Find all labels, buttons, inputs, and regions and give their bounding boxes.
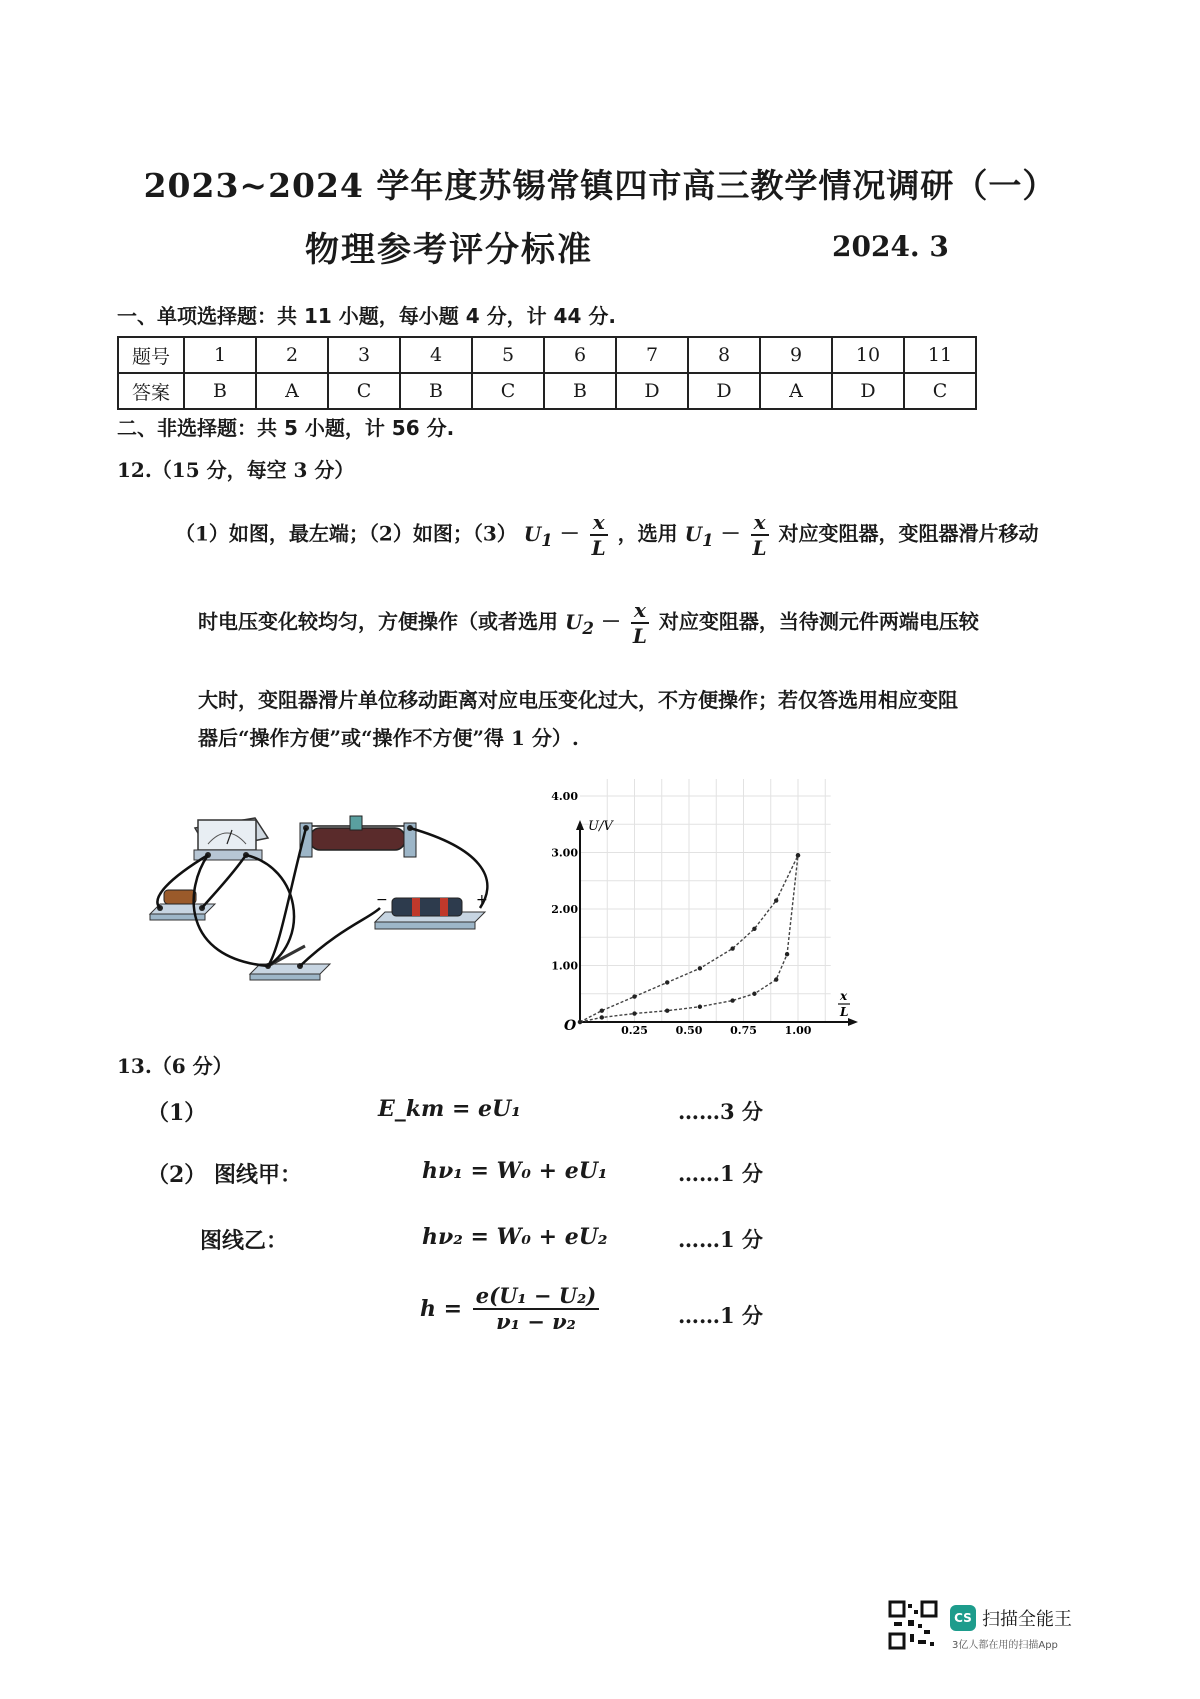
answer-cell: D xyxy=(832,373,904,409)
svg-text:−: − xyxy=(376,892,388,908)
document-title: 2023~2024 学年度苏锡常镇四市高三教学情况调研（一） xyxy=(143,166,1057,205)
y-tick-label: 1.00 xyxy=(551,959,578,973)
u-vs-xl-graph xyxy=(551,790,860,1037)
section2-heading: 二、非选择题：共 5 小题，计 56 分. xyxy=(117,416,455,440)
q13-part3-score: ……1 分 xyxy=(678,1227,763,1252)
data-point xyxy=(600,1015,604,1019)
question-cell: 3 xyxy=(328,337,400,373)
question-number-row xyxy=(118,337,976,373)
q13-part1-score: ……3 分 xyxy=(678,1099,763,1124)
answer-cell: B xyxy=(184,373,256,409)
q12-header: 12.（15 分，每空 3 分） xyxy=(117,458,355,482)
y-tick-label: 3.00 xyxy=(551,846,578,860)
question-cell: 10 xyxy=(832,337,904,373)
answer-cell: C xyxy=(328,373,400,409)
q13-part4-score: ……1 分 xyxy=(678,1303,763,1328)
answer-label-cell: 答案 xyxy=(118,373,184,409)
question-cell: 11 xyxy=(904,337,976,373)
question-cell: 6 xyxy=(544,337,616,373)
answer-cell: B xyxy=(400,373,472,409)
answer-cell: A xyxy=(256,373,328,409)
data-point xyxy=(600,1009,604,1013)
data-point xyxy=(730,946,734,950)
question-cell: 2 xyxy=(256,337,328,373)
camscanner-logo-icon: CS xyxy=(950,1605,976,1631)
answer-cell: D xyxy=(688,373,760,409)
x-over-l-fraction: $\frac{x}{L}$ xyxy=(752,510,767,560)
svg-text:+: + xyxy=(476,892,488,908)
q13-part2-label: （2） 图线甲： xyxy=(147,1162,302,1188)
data-point xyxy=(665,980,669,984)
q12-line2: 时电压变化较均匀，方便操作（或者选用 $U_2$ － $\frac{x}{L}$ 对应变阻器，当待测元件两端电压较 xyxy=(198,598,979,648)
answer-table xyxy=(117,336,977,410)
question-cell: 1 xyxy=(184,337,256,373)
x-axis-label-num: x xyxy=(840,989,848,1003)
x-axis-arrow-icon xyxy=(848,1018,858,1026)
answer-cell: C xyxy=(472,373,544,409)
data-point xyxy=(698,1005,702,1009)
q13-part1-formula: E_km = eU₁ xyxy=(378,1096,521,1122)
data-point xyxy=(632,994,636,998)
question-label-cell: 题号 xyxy=(118,337,184,373)
x-over-l-fraction: $\frac{x}{L}$ xyxy=(591,510,606,560)
data-point xyxy=(774,977,778,981)
data-point xyxy=(752,992,756,996)
x-tick-label: 0.25 xyxy=(621,1024,648,1037)
answer-cell: D xyxy=(616,373,688,409)
q12-line1: （1）如图，最左端；（2）如图；（3） $U_1$ － $\frac{x}{L}$ ，选用 $U_1$ － $\frac{x}{L}$ 对应变阻器，变阻器滑片移动 xyxy=(175,510,1039,560)
q13-part2-score: ……1 分 xyxy=(678,1161,763,1186)
data-point xyxy=(774,898,778,902)
y-axis-label: U/V xyxy=(588,819,613,834)
data-point xyxy=(730,998,734,1002)
x-tick-label: 1.00 xyxy=(784,1024,812,1037)
q13-header: 13.（6 分） xyxy=(117,1054,233,1078)
app-tagline: 3亿人都在用的扫描App xyxy=(952,1640,1058,1651)
answer-cell: B xyxy=(544,373,616,409)
answer-cell: A xyxy=(760,373,832,409)
data-point xyxy=(578,1020,582,1024)
app-name: 扫描全能王 xyxy=(982,1609,1072,1630)
h-formula: h = $\frac{\text{e(U₁ − U₂)}}{\text{ν₁ − ν₂}}$ xyxy=(420,1284,602,1334)
data-point xyxy=(752,927,756,931)
answer-cell: C xyxy=(904,373,976,409)
document-subtitle: 物理参考评分标准 xyxy=(305,230,593,270)
q12-line4: 器后“操作方便”或“操作不方便”得 1 分）. xyxy=(198,726,579,750)
y-axis-arrow-icon xyxy=(576,820,584,830)
data-point xyxy=(632,1011,636,1015)
question-cell: 9 xyxy=(760,337,832,373)
circuit-diagram xyxy=(150,808,530,1068)
y-tick-label: 4.00 xyxy=(551,790,578,803)
data-point xyxy=(698,966,702,970)
voltmeter-icon xyxy=(194,818,268,860)
question-cell: 4 xyxy=(400,337,472,373)
battery-icon xyxy=(375,892,488,929)
data-point xyxy=(796,853,800,857)
u1-symbol: $U_1$ xyxy=(523,521,553,550)
q13-part2-formula: hν₁ = W₀ + eU₁ xyxy=(422,1158,608,1184)
question-cell: 7 xyxy=(616,337,688,373)
u2-symbol: $U_2$ xyxy=(564,609,595,638)
answer-row xyxy=(118,373,976,409)
section1-heading: 一、单项选择题：共 11 小题，每小题 4 分，计 44 分. xyxy=(117,304,616,328)
rheostat-icon xyxy=(300,816,416,857)
q13-part1-label: （1） xyxy=(147,1100,207,1126)
x-tick-label: 0.50 xyxy=(675,1024,703,1037)
q12-line3: 大时，变阻器滑片单位移动距离对应电压变化过大，不方便操作；若仅答选用相应变阻 xyxy=(198,688,958,712)
x-over-l-fraction: $\frac{x}{L}$ xyxy=(632,598,647,648)
question-cell: 8 xyxy=(688,337,760,373)
document-date: 2024. 3 xyxy=(832,230,949,263)
origin-label: O xyxy=(564,1018,577,1034)
question-cell: 5 xyxy=(472,337,544,373)
x-axis-label-den: L xyxy=(840,1005,849,1019)
q13-part3-label: 图线乙： xyxy=(200,1228,289,1254)
data-point xyxy=(785,952,789,956)
x-tick-label: 0.75 xyxy=(730,1024,757,1037)
data-point xyxy=(665,1009,669,1013)
qr-code-icon xyxy=(888,1600,938,1650)
q13-part3-formula: hν₂ = W₀ + eU₂ xyxy=(422,1224,608,1250)
y-tick-label: 2.00 xyxy=(551,903,578,916)
